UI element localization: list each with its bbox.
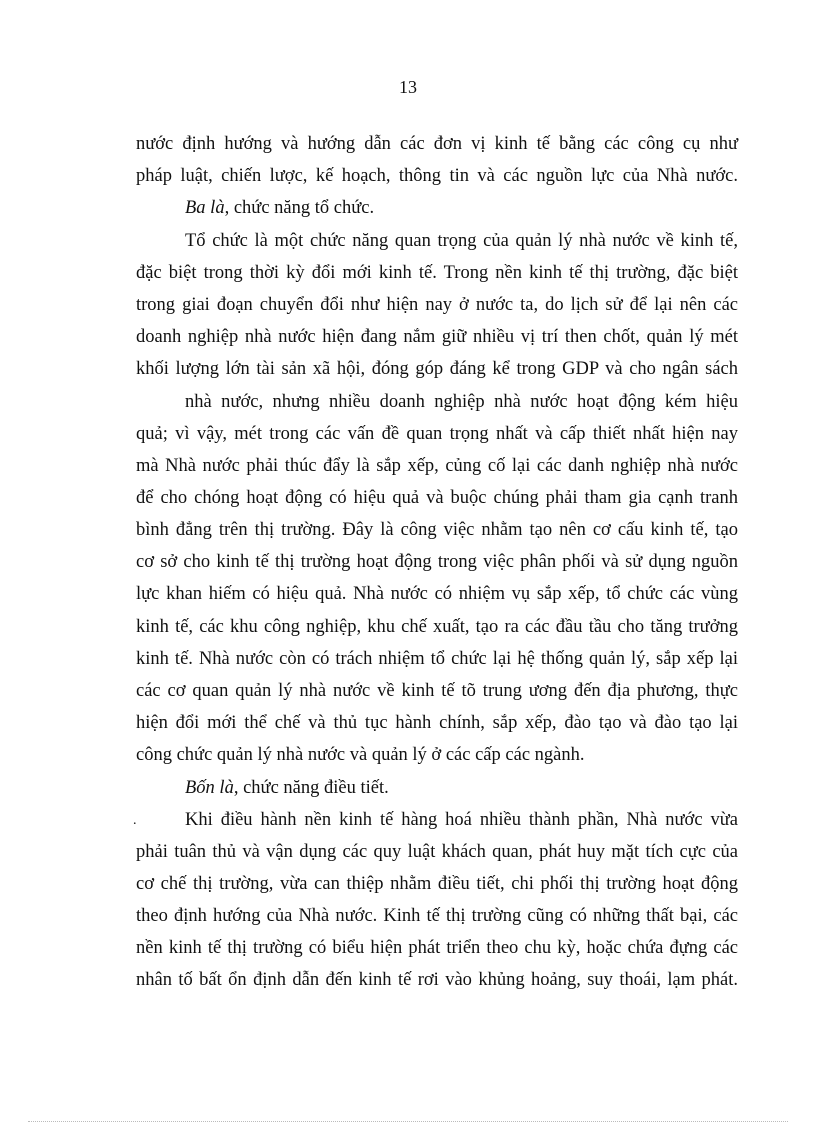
text-line: kinh tế. Nhà nước còn có trách nhiệm tổ chức lại hệ thống quản lý, sắp xếp lại [136, 649, 738, 669]
stray-mark: . [133, 813, 137, 828]
text-line: kinh tế, các khu công nghiệp, khu chế xuất, tạo ra các đầu tầu cho tăng trưởng [136, 617, 738, 637]
heading-lead: Bốn là [185, 778, 234, 798]
text-line: cơ chế thị trường, vừa can thiệp nhằm điều tiết, chi phối thị trường hoạt động [136, 874, 738, 894]
section-heading-bon-la [185, 776, 389, 800]
text-line: nước định hướng và hướng dẫn các đơn vị kinh tế bằng các công cụ như [136, 134, 738, 154]
heading-lead: Ba là [185, 198, 225, 218]
text-line: nhân tố bất ổn định dẫn đến kinh tế rơi vào khủng hoảng, suy thoái, lạm phát. [136, 970, 738, 990]
text-line: theo định hướng của Nhà nước. Kinh tế thị trường cũng có những thất bại, các [136, 906, 738, 926]
bottom-dotted-rule [28, 1121, 788, 1122]
text-line: hiện đổi mới thể chế và thủ tục hành chính, sắp xếp, đào tạo và đào tạo lại [136, 713, 738, 733]
text-line: đặc biệt trong thời kỳ đổi mới kinh tế. Trong nền kinh tế thị trường, đặc biệt [136, 263, 738, 283]
heading-rest: , chức năng điều tiết. [233, 778, 389, 798]
text-line: pháp luật, chiến lược, kế hoạch, thông tin và các nguồn lực của Nhà nước. [136, 166, 738, 186]
heading-rest: , chức năng tổ chức. [224, 198, 375, 218]
text-line: để cho chóng hoạt động có hiệu quả và buộc chúng phải tham gia cạnh tranh [136, 488, 738, 508]
page-number: 13 [399, 77, 417, 97]
text-line: nền kinh tế thị trường có biểu hiện phát triển theo chu kỳ, hoặc chứa đựng các [136, 938, 738, 958]
text-line: mà Nhà nước phải thúc đẩy là sắp xếp, củng cố lại các danh nghiệp nhà nước [136, 456, 738, 476]
text-line: bình đẳng trên thị trường. Đây là công việc nhằm tạo nên cơ cấu kinh tế, tạo [136, 520, 738, 540]
text-line: các cơ quan quản lý nhà nước về kinh tế tõ trung ương đến địa phương, thực [136, 681, 738, 701]
text-line: phải tuân thủ và vận dụng các quy luật khách quan, phát huy mặt tích cực của [136, 842, 738, 862]
text-line: doanh nghiệp nhà nước hiện đang nắm giữ nhiều vị trí then chốt, quản lý mét [136, 327, 738, 347]
text-line: cơ sở cho kinh tế thị trường hoạt động trong việc phân phối và sử dụng nguồn [136, 552, 738, 572]
text-line: quả; vì vậy, mét trong các vấn đề quan trọng nhất và cấp thiết nhất hiện nay [136, 424, 738, 444]
text-line: lực khan hiếm có hiệu quả. Nhà nước có nhiệm vụ sắp xếp, tổ chức các vùng [136, 584, 738, 604]
text-line: Tổ chức là một chức năng quan trọng của quản lý nhà nước về kinh tế, [185, 231, 738, 251]
text-line: trong giai đoạn chuyển đổi như hiện nay ở nước ta, do lịch sử để lại nên các [136, 295, 738, 315]
text-line: khối lượng lớn tài sản xã hội, đóng góp đáng kể trong GDP và cho ngân sách [136, 359, 738, 379]
text-line: nhà nước, nhưng nhiều doanh nghiệp nhà nước hoạt động kém hiệu [185, 392, 738, 412]
text-line: Khi điều hành nền kinh tế hàng hoá nhiều thành phần, Nhà nước vừa [185, 810, 738, 830]
text-line: công chức quản lý nhà nước và quản lý ở các cấp các ngành. [136, 745, 585, 765]
section-heading-ba-la [185, 196, 374, 220]
